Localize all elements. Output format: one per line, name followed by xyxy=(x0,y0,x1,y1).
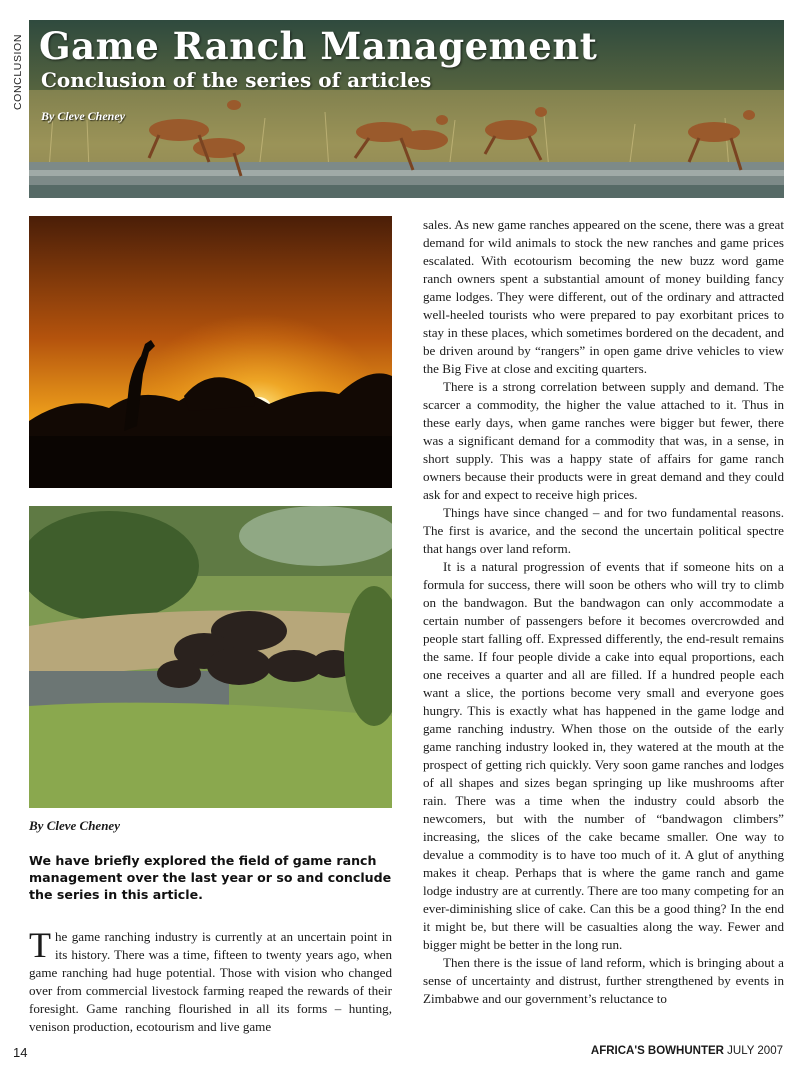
banner-byline: By Cleve Cheney xyxy=(41,109,125,123)
page-number: 14 xyxy=(13,1045,28,1060)
photo-caption: By Cleve Cheney xyxy=(29,818,120,833)
issue-date: JULY 2007 xyxy=(727,1045,783,1057)
header-banner xyxy=(29,20,784,198)
standfirst: We have briefly explored the field of game ranch management over the last year or so and conclude the series in this article. xyxy=(29,853,392,902)
body-paragraph: Then there is the issue of land reform, which is bringing about a sense of uncertainty and distrust, further strengthened by events in Zimbabwe and our government’s reluctance to xyxy=(423,955,784,1006)
article-title: Game Ranch Management xyxy=(39,24,598,68)
body-paragraph: There is a strong correlation between supply and demand. The scarcer a commodity, the higher the value attached to it. Thus in these early days, when game ranches were bigger but fewer, there was a significant demand for a commodity that was, in a sense, in short supply. This was a happy state of affairs for game ranch owners because their products were in great demand and they could ask for and expect to receive high prices. xyxy=(423,379,784,502)
giraffe-sunset-photo xyxy=(29,216,392,488)
magazine-footer xyxy=(591,1045,783,1057)
buffalo-waterhole-photo xyxy=(29,506,392,808)
right-column-body xyxy=(423,216,784,1008)
body-paragraph: Things have since changed – and for two fundamental reasons. The first is avarice, and the second the uncertain political spectre that hangs over land reform. xyxy=(423,505,784,556)
magazine-name: AFRICA'S BOWHUNTER xyxy=(590,1045,724,1057)
body-paragraph: he game ranching industry is currently at an uncertain point in its history. There was a time, fifteen to twenty years ago, when game ranching had huge potential. Those with vision who changed over from commercial livestock farming reaped the rewards of their foresight. Game ranching flourished in all its forms – hunting, venison production, ecotourism and live game xyxy=(29,929,392,1034)
body-paragraph: It is a natural progression of events that if someone hits on a formula for success, there will soon be others who will try to climb on the bandwagon. But the bandwagon can only accommodate a certain number of passengers before it becomes overcrowded and people start falling off. Expressed differently, the end-result remains the same. If four people divide a cake into equal proportions, each one receives a quarter and all are filled. If a hundred people each want a slice, the portions become very small and everyone goes hungry. This is exactly what has happened in the game lodge and game ranching industry. When those on the outside of the early game ranching industry looked in, they watered at the mouth at the prospect of getting rich quickly. Very soon game ranches and lodges of all shapes and sizes began springing up like mushrooms after rain. There was a time when the industry could absorb the newcomers, but with the number of “bandwagon climbers” increasing, the slices of the cake became smaller. One way to devalue a commodity is to have too much of it. A glut of anything makes it cheap. Perhaps that is where the game ranch and game lodge industry are at currently. There are too many competing for an ever-diminishing slice of cake. Can this be a good thing? In the end it might be, but there will be casualties along the way. Fewer and bigger might be better in the long run. xyxy=(423,559,784,952)
left-column-body xyxy=(29,925,392,1036)
article-subtitle: Conclusion of the series of articles xyxy=(41,68,432,92)
body-paragraph: sales. As new game ranches appeared on the scene, there was a great demand for wild animals to stock the new ranches and game prices escalated. With ecotourism becoming the new buzz word game ranch owners spent a substantial amount of money building fancy game lodges. They were different, out of the ordinary and attracted well-heeled tourists who were prepared to pay exorbitant prices to stay in these places, which sometimes bordered on the decadent, and be driven around by “rangers” in open game drive vehicles to view the Big Five at close and exciting quarters. xyxy=(423,217,784,376)
drop-cap: T xyxy=(29,925,51,965)
section-tag: CONCLUSION xyxy=(12,33,24,110)
